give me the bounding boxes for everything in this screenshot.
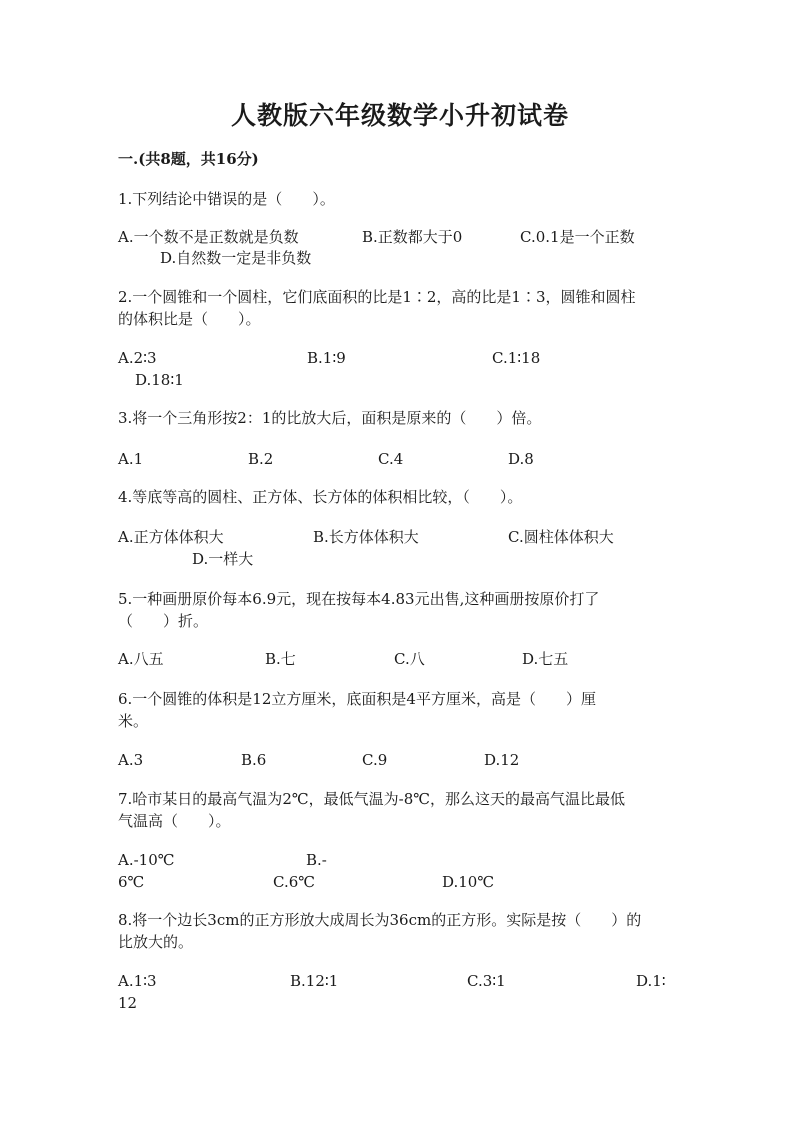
question-7-option-c: C.6℃ [273,873,316,891]
question-3-option-d: D.8 [508,450,534,468]
question-7-option-a: A.-10℃ [118,851,175,869]
question-stem-line: 1.下列结论中错误的是（ ）。 [118,190,335,208]
question-4-option-a: A.正方体体积大 [118,528,224,546]
question-4-option-b: B.长方体体积大 [313,528,419,546]
question-6-stem [118,688,678,732]
question-5-option-a: A.八五 [118,650,164,668]
question-8-stem [118,909,678,953]
question-1-option-a: A.一个数不是正数就是负数 [118,228,299,246]
question-2-option-a: A.2∶3 [118,349,157,367]
question-1-stem [118,188,678,210]
question-3-stem [118,407,678,429]
question-stem-line: 3.将一个三角形按2：1的比放大后，面积是原来的（ ）倍。 [118,409,542,427]
question-7-option-d: D.10℃ [442,873,495,891]
question-7-stem [118,788,678,832]
section-heading: 一.(共8题，共16分) [118,150,259,168]
question-4-stem [118,486,678,508]
question-8-option-a: A.1∶3 [118,972,157,990]
question-5-option-c: C.八 [394,650,425,668]
question-3-option-c: C.4 [378,450,404,468]
question-7-option-b-continued: 6℃ [118,873,145,891]
question-stem-line: 的体积比是（ ）。 [118,310,261,328]
question-5-option-b: B.七 [265,650,296,668]
question-6-option-d: D.12 [484,751,520,769]
question-8-option-d: D.1∶ [636,972,666,990]
question-1-option-b: B.正数都大于0 [362,228,463,246]
question-2-option-b: B.1∶9 [307,349,346,367]
question-6-option-c: C.9 [362,751,388,769]
question-4-option-c: C.圆柱体体积大 [508,528,614,546]
question-3-option-a: A.1 [118,450,144,468]
question-stem-line: 比放大的。 [118,933,194,951]
question-stem-line: 2.一个圆锥和一个圆柱，它们底面积的比是1∶2，高的比是1∶3，圆锥和圆柱 [118,288,636,306]
question-8-option-c: C.3∶1 [467,972,506,990]
question-8-option-b: B.12∶1 [290,972,339,990]
question-stem-line: 米。 [118,712,149,730]
question-stem-line: 6.一个圆锥的体积是12立方厘米，底面积是4平方厘米，高是（ ）厘 [118,690,596,708]
question-1-option-d: D.自然数一定是非负数 [160,249,312,267]
page-title: 人教版六年级数学小升初试卷 [230,101,569,130]
question-1-option-c: C.0.1是一个正数 [520,228,635,246]
question-2-option-d: D.18∶1 [135,371,184,389]
question-stem-line: （ ）折。 [118,612,209,630]
question-2-stem [118,286,678,330]
question-8-option-d-continued: 12 [118,994,138,1012]
question-stem-line: 4.等底等高的圆柱、正方体、长方体的体积相比较，（ ）。 [118,488,523,506]
question-stem-line: 5.一种画册原价每本6.9元，现在按每本4.83元出售,这种画册按原价打了 [118,590,600,608]
question-stem-line: 8.将一个边长3cm的正方形放大成周长为36cm的正方形。实际是按（ ）的 [118,911,642,929]
question-5-stem [118,588,678,632]
question-3-option-b: B.2 [248,450,274,468]
question-stem-line: 气温高（ ）。 [118,812,231,830]
question-5-option-d: D.七五 [522,650,569,668]
question-6-option-b: B.6 [241,751,267,769]
question-stem-line: 7.哈市某日的最高气温为2℃，最低气温为-8℃，那么这天的最高气温比最低 [118,790,626,808]
question-2-option-c: C.1∶18 [492,349,541,367]
question-6-option-a: A.3 [118,751,144,769]
question-4-option-d: D.一样大 [192,550,254,568]
question-7-option-b: B.- [306,851,327,869]
